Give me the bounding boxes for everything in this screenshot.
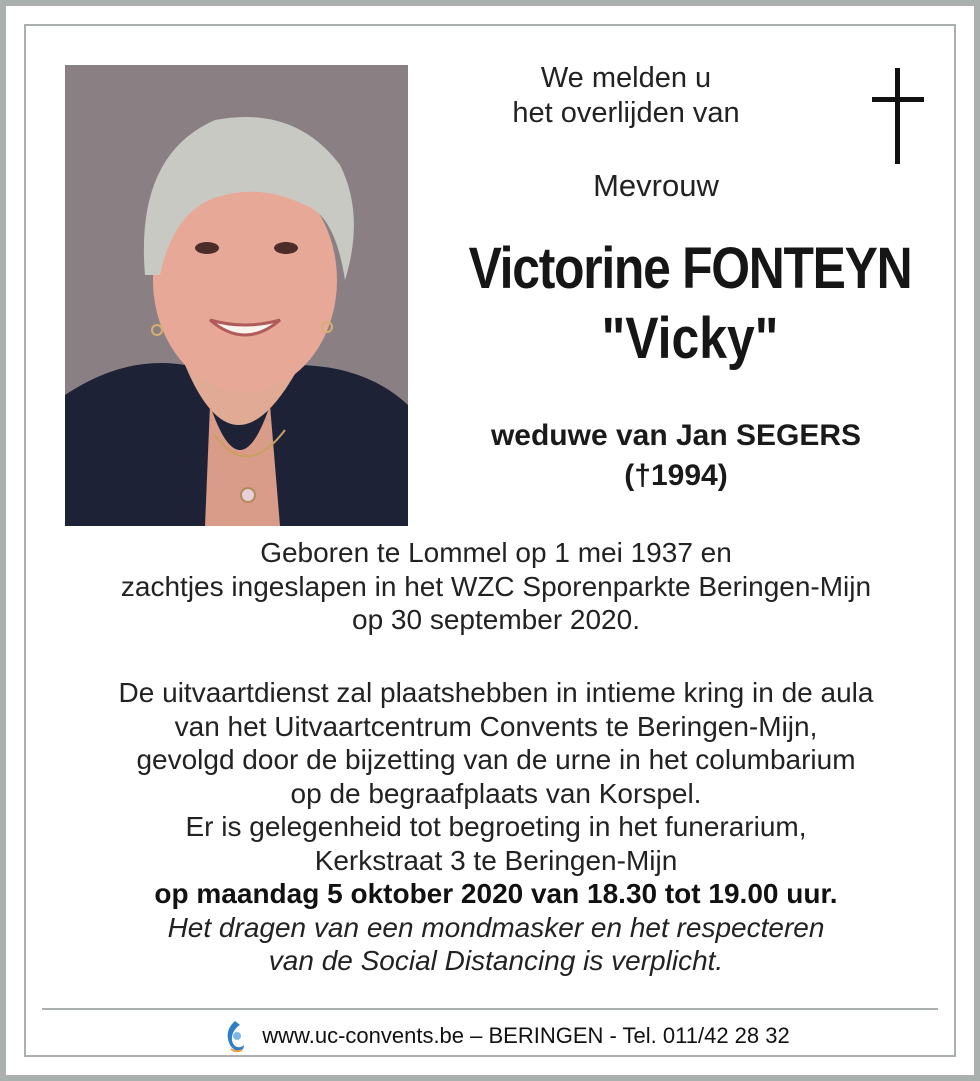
service-text (46, 676, 946, 978)
service-line-5: Er is gelegenheid tot begroeting in het funerarium, (185, 811, 807, 842)
announcement-intro (466, 61, 786, 131)
mask-notice-line-1: Het dragen van een mondmasker en het respecteren (167, 911, 825, 943)
footer-divider (42, 1008, 938, 1010)
deceased-name: Victorine FONTEYN (468, 236, 912, 301)
spouse-info (426, 416, 926, 496)
salutation: Mevrouw (593, 168, 719, 203)
birth-line-2: zachtjes ingeslapen in het WZC Sporenparkte Beringen-Mijn (120, 570, 872, 602)
service-line-2: van het Uitvaartcentrum Convents te Beringen-Mijn, (174, 710, 818, 742)
cross-icon (868, 68, 928, 166)
intro-line-1: We melden u (540, 62, 712, 94)
mask-notice-line-2: van de Social Distancing is verplicht. (268, 945, 724, 976)
service-line-4: op de begraafplaats van Korspel. (290, 777, 702, 809)
footer (166, 1018, 846, 1054)
service-line-1: De uitvaartdienst zal plaatshebben in intieme kring in de aula (118, 677, 874, 708)
birth-death-text (46, 536, 946, 637)
service-line-6: Kerkstraat 3 te Beringen-Mijn (314, 844, 678, 876)
birth-line-1: Geboren te Lommel op 1 mei 1937 en (260, 537, 732, 568)
visitation-time: op maandag 5 oktober 2020 van 18.30 tot 19.00 uur. (154, 878, 838, 909)
funeral-home-logo-icon (222, 1019, 248, 1053)
deceased-nickname: "Vicky" (601, 306, 779, 371)
birth-line-3: op 30 september 2020. (352, 604, 640, 635)
portrait-photo (65, 65, 408, 526)
spouse-line-2: (†1994) (624, 459, 728, 492)
intro-line-2: het overlijden van (512, 97, 740, 129)
footer-contact[interactable]: www.uc-convents.be – BERINGEN - Tel. 011/42 28 32 (262, 1023, 790, 1048)
spouse-line-1: weduwe van Jan SEGERS (490, 419, 862, 452)
service-line-3: gevolgd door de bijzetting van de urne in het columbarium (136, 744, 856, 775)
